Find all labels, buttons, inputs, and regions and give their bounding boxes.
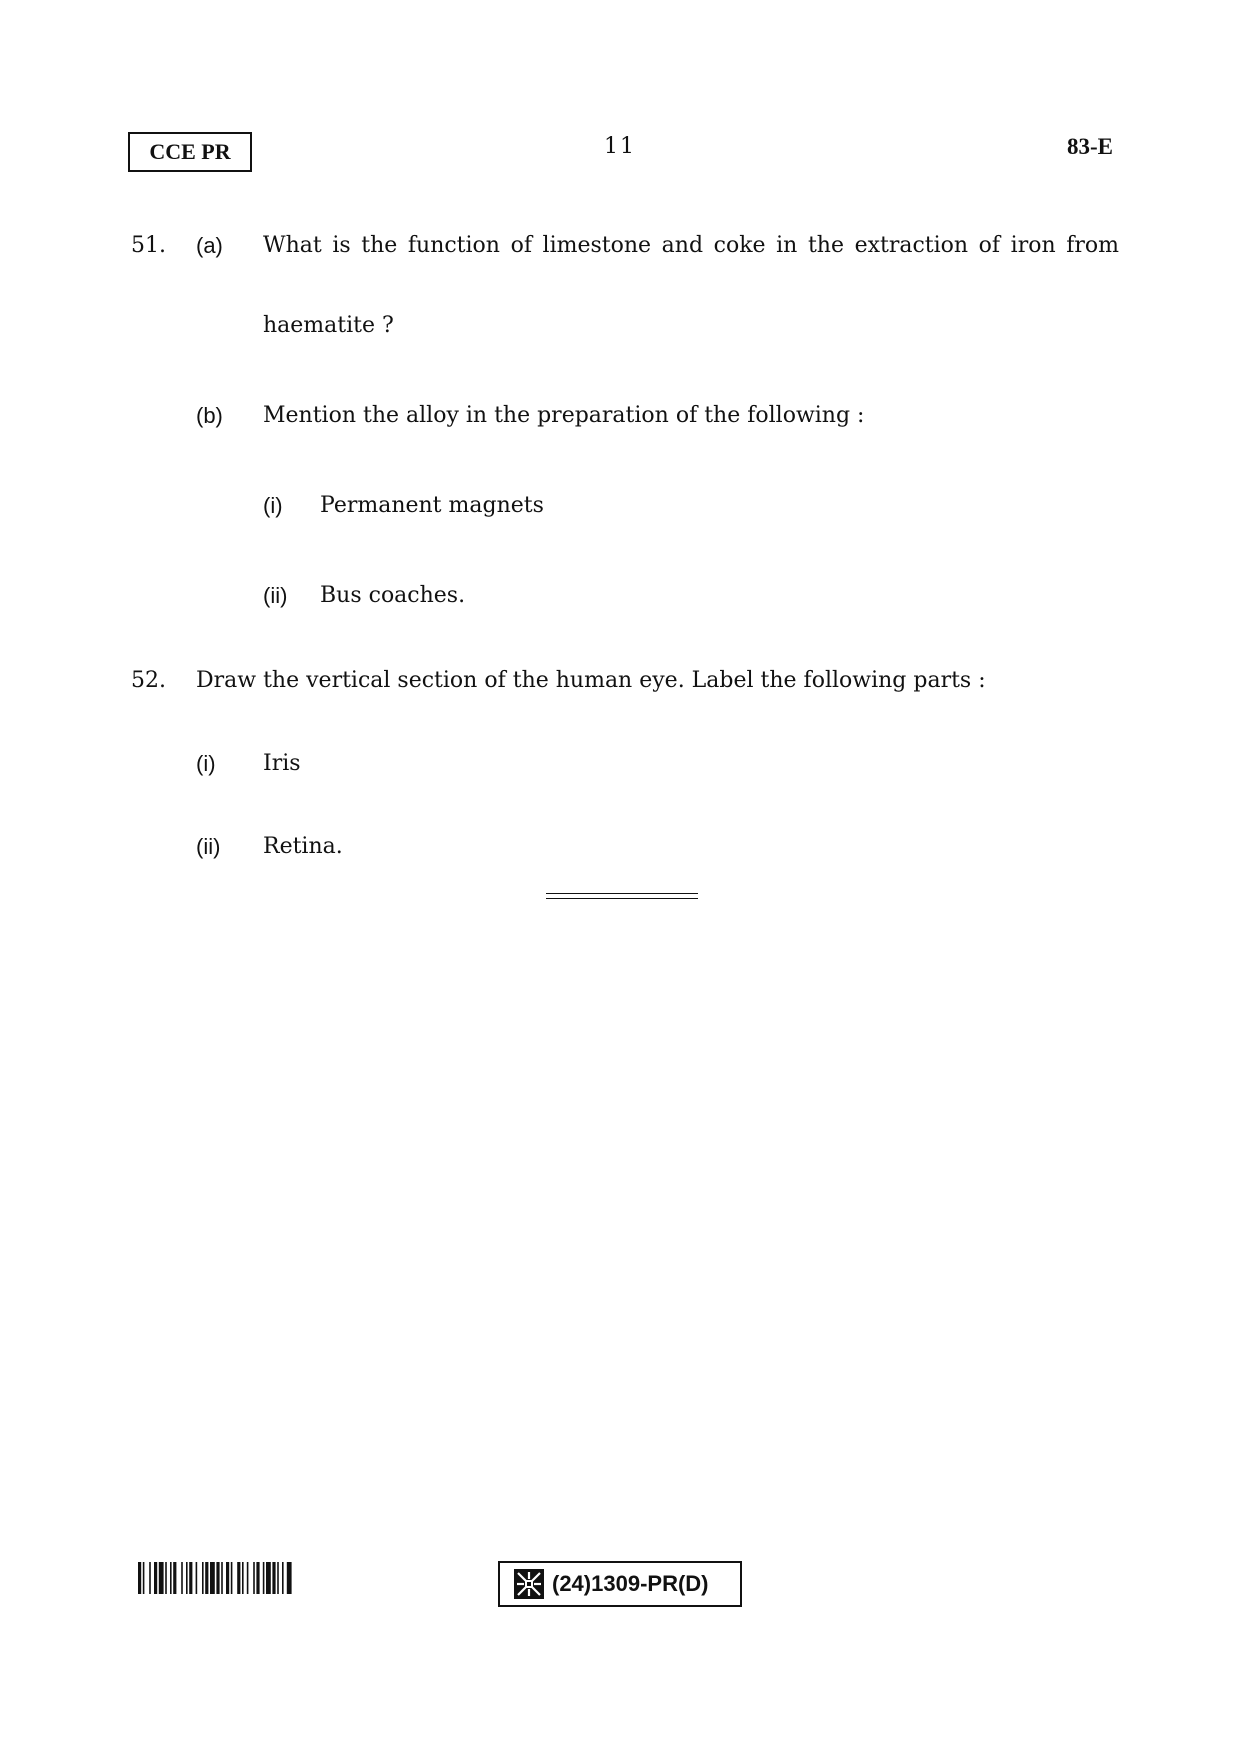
paper-subject-code: 83-E	[1067, 134, 1113, 159]
question-52-i-text: Iris	[263, 751, 301, 776]
question-51a-label: (a)	[196, 233, 223, 258]
question-51b-text: Mention the alloy in the preparation of the following :	[263, 403, 865, 428]
question-51a-text-line1: What is the function of limestone and coke in the extraction of iron from	[263, 233, 1119, 258]
question-51b-ii-text: Bus coaches.	[320, 583, 466, 608]
question-51b-label: (b)	[196, 403, 223, 428]
reference-code: (24)1309-PR(D)	[552, 1571, 709, 1596]
question-52-i-label: (i)	[196, 751, 216, 776]
question-51b-ii-label: (ii)	[263, 583, 288, 608]
barcode-icon	[138, 1562, 382, 1594]
end-double-rule	[546, 893, 698, 899]
question-51b-i-label: (i)	[263, 493, 283, 518]
paper-code-box: CCE PR	[128, 132, 252, 172]
question-51-number: 51.	[131, 233, 166, 258]
question-51b-i-text: Permanent magnets	[320, 493, 544, 518]
reference-code-box	[498, 1561, 742, 1607]
question-52-ii-label: (ii)	[196, 834, 221, 859]
page-number: 11	[604, 134, 636, 159]
question-52-text: Draw the vertical section of the human eye. Label the following parts :	[196, 668, 986, 693]
question-51a-text-line2: haematite ?	[263, 313, 394, 338]
logo-icon	[514, 1569, 544, 1599]
question-52-ii-text: Retina.	[263, 834, 343, 859]
question-52-number: 52.	[131, 668, 166, 693]
